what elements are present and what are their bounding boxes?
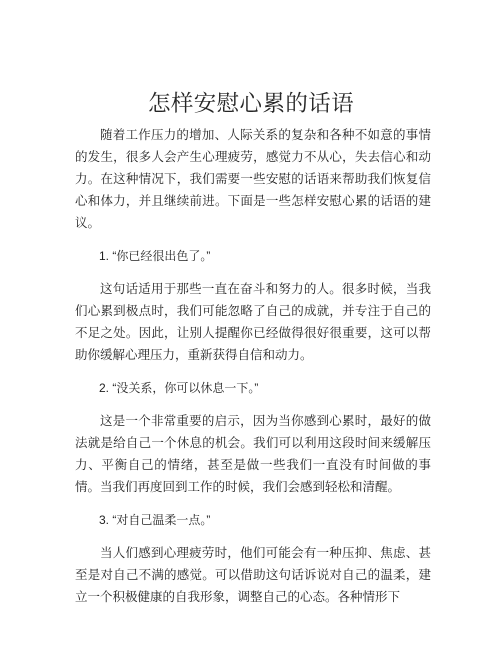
- section-body-1: 这句话适用于那些一直在奋斗和努力的人。很多时候，当我们心累到极点时，我们可能忽略了自己的成就，并专注于自己的不足之处。因此，让别人提醒你已经做得很好很重要，这可以帮助你缓解心理压力，重新获得自信和动力。: [75, 281, 431, 362]
- intro-paragraph: 随着工作压力的增加、人际关系的复杂和各种不如意的事情的发生，很多人会产生心理疲劳，感觉力不从心，失去信心和动力。在这种情况下，我们需要一些安慰的话语来帮助我们恢复信心和体力，并且继续前进。下面是一些怎样安慰心累的话语的建议。: [75, 127, 431, 230]
- section-body-2: 这是一个非常重要的启示，因为当你感到心累时，最好的做法就是给自己一个休息的机会。我们可以利用这段时间来缓解压力、平衡自己的情绪，甚至是做一些我们一直没有时间做的事情。当我们再度回到工作的时候，我们会感到轻松和清醒。: [75, 413, 431, 494]
- section-body-3: 当人们感到心理疲劳时，他们可能会有一种压抑、焦虑、甚至是对自己不满的感觉。可以借助这句话诉说对自己的温柔，建立一个积极健康的自我形象，调整自己的心态。各种情形下: [75, 545, 431, 604]
- document-body: [75, 124, 431, 619]
- section-heading-3: 3. “对自己温柔一点。”: [99, 513, 211, 527]
- section-heading-1: 1. “你已经很出色了。”: [99, 249, 211, 263]
- document-title: 怎样安慰心累的话语: [147, 91, 355, 117]
- section-heading-2: 2. “没关系，你可以休息一下。”: [99, 381, 259, 395]
